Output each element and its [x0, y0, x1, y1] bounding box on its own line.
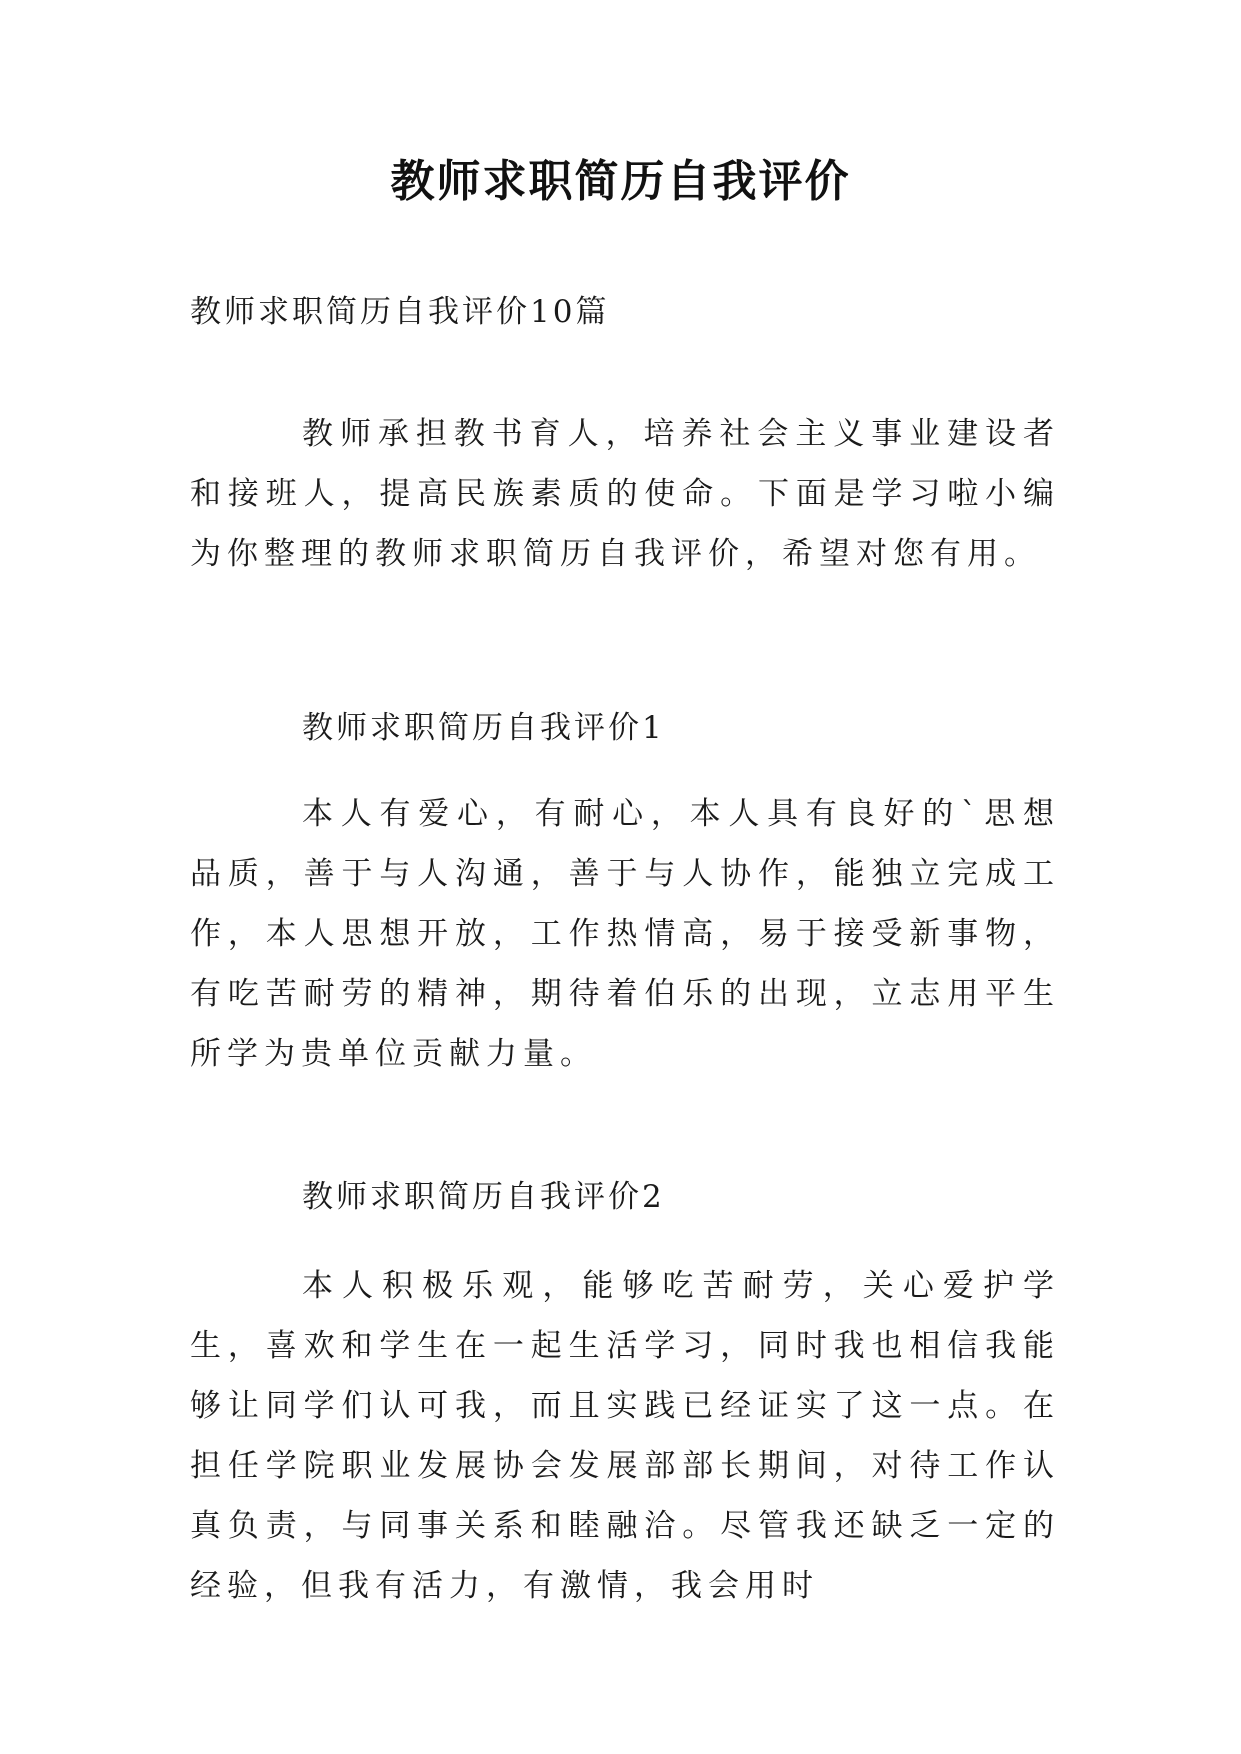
page-title: 教师求职简历自我评价	[390, 156, 851, 207]
section-body-1: 本人有爱心，有耐心，本人具有良好的`思想品质，善于与人沟通，善于与人协作，能独立完成工作，本人思想开放，工作热情高，易于接受新事物，有吃苦耐劳的精神，期待着伯乐的出现，立志用平生所学为贵单位贡献力量。	[190, 796, 1060, 1072]
document-subtitle: 教师求职简历自我评价10篇	[190, 294, 610, 330]
section-heading-1: 教师求职简历自我评价1	[302, 710, 665, 746]
section-body-2: 本人积极乐观，能够吃苦耐劳，关心爱护学生，喜欢和学生在一起生活学习，同时我也相信我能够让同学们认可我，而且实践已经证实了这一点。在担任学院职业发展协会发展部部长期间，对待工作认真负责，与同事关系和睦融洽。尽管我还缺乏一定的经验，但我有活力，有激情，我会用时	[190, 1268, 1060, 1604]
intro-paragraph: 教师承担教书育人，培养社会主义事业建设者和接班人，提高民族素质的使命。下面是学习啦小编为你整理的教师求职简历自我评价，希望对您有用。	[190, 416, 1060, 572]
section-heading-2: 教师求职简历自我评价2	[302, 1179, 665, 1215]
